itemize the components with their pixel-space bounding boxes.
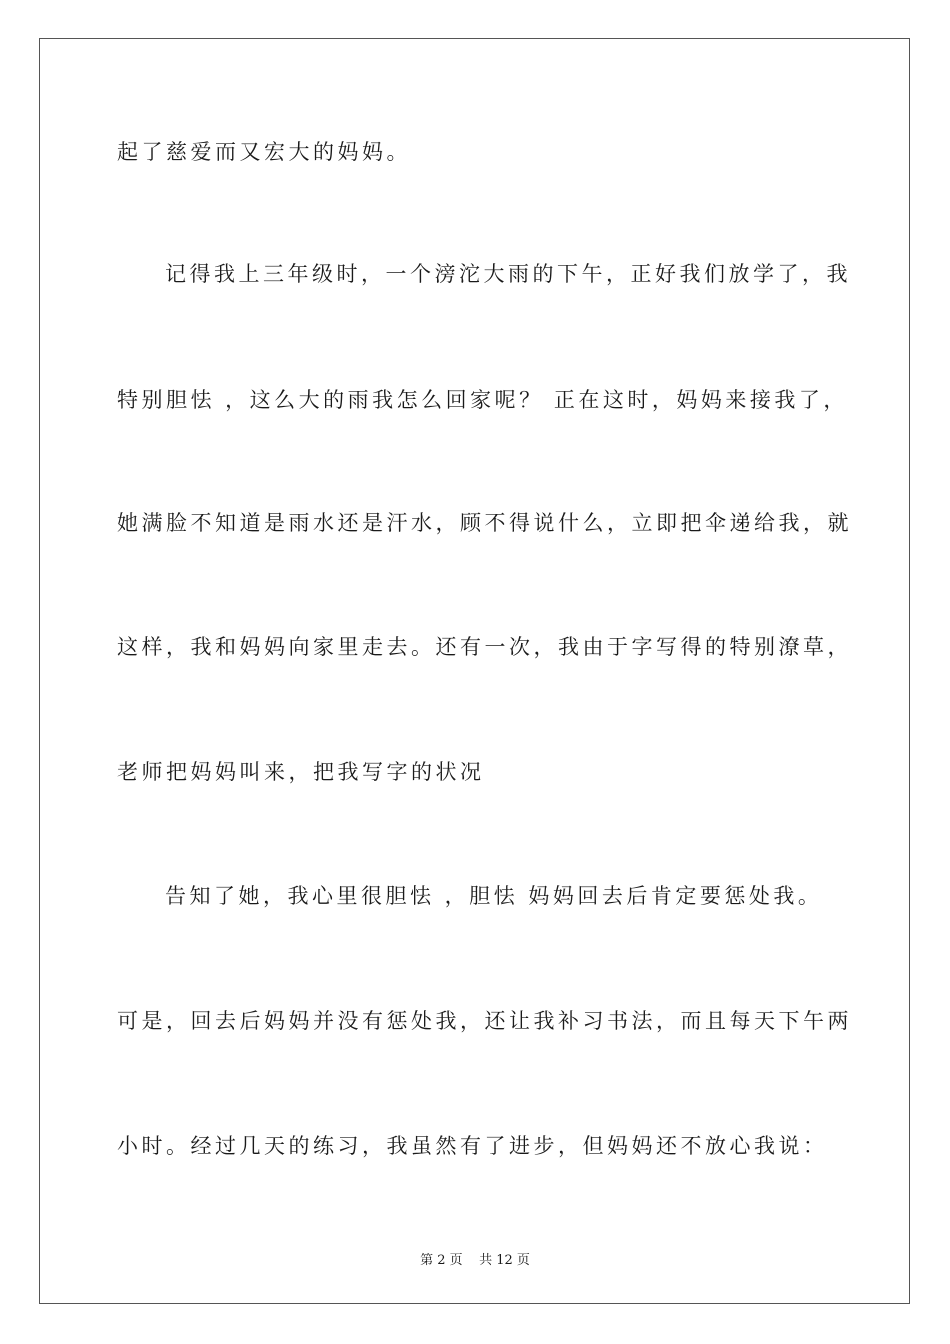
text-line-8: 可是，回去后妈妈并没有惩处我，还让我补习书法，而且每天下午两 — [117, 1009, 852, 1033]
page-border — [39, 38, 910, 1304]
text-line-4: 她满脸不知道是雨水还是汗水，顾不得说什么，立即把伞递给我，就 — [117, 511, 852, 535]
text-line-2: 记得我上三年级时，一个滂沱大雨的下午，正好我们放学了，我 — [165, 262, 851, 286]
text-line-1: 起了慈爱而又宏大的妈妈。 — [117, 140, 411, 164]
text-line-5: 这样，我和妈妈向家里走去。还有一次，我由于字写得的特别潦草， — [117, 635, 852, 659]
text-line-7: 告知了她，我心里很胆怯 ，胆怯 妈妈回去后肯定要惩处我。 — [165, 884, 823, 908]
text-line-9: 小时。经过几天的练习，我虽然有了进步，但妈妈还不放心我说： — [117, 1134, 828, 1158]
page-number-footer: 第 2 页 共 12 页 — [420, 1253, 530, 1268]
text-line-3: 特别胆怯 ，这么大的雨我怎么回家呢？ 正在这时，妈妈来接我了， — [117, 388, 848, 412]
text-line-6: 老师把妈妈叫来，把我写字的状况 — [117, 760, 485, 784]
